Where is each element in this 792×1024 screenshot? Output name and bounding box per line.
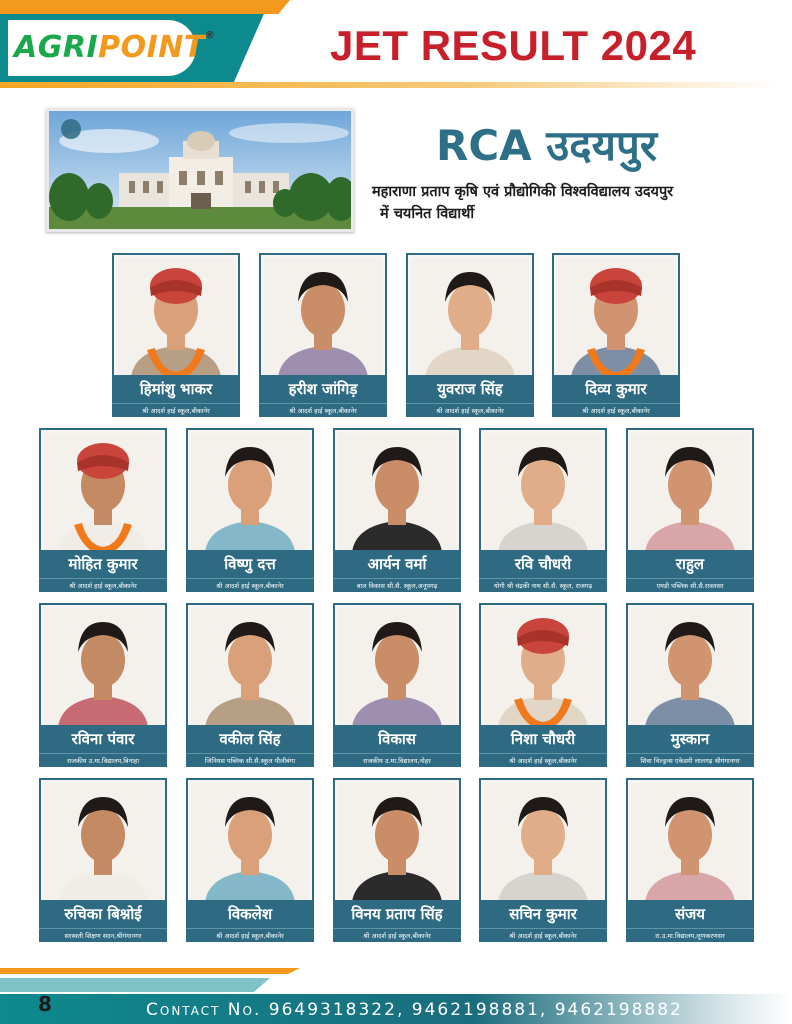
student-photo-frame xyxy=(259,253,387,377)
student-name: निशा चौधरी xyxy=(479,725,607,753)
student-name: दिव्य कुमार xyxy=(552,375,680,403)
student-name: हिमांशु भाकर xyxy=(112,375,240,403)
student-card xyxy=(39,778,167,942)
student-photo xyxy=(117,258,235,377)
student-photo-frame xyxy=(626,428,754,552)
student-name: विनय प्रताप सिंह xyxy=(333,900,461,928)
student-photo xyxy=(338,433,456,552)
student-photo xyxy=(557,258,675,377)
logo-text-suffix: POINT xyxy=(98,30,205,65)
contact-info xyxy=(146,1000,683,1020)
student-name: युवराज सिंह xyxy=(406,375,534,403)
student-photo-frame xyxy=(186,603,314,727)
contact-numbers: 9649318322, 9462198881, 9462198882 xyxy=(268,1000,683,1020)
student-name: विष्णु दत्त xyxy=(186,550,314,578)
student-photo xyxy=(191,433,309,552)
student-school: श्री आदर्श हाई स्कूल,बीकानेर xyxy=(479,753,607,767)
student-photo-frame xyxy=(626,778,754,902)
student-card xyxy=(333,778,461,942)
student-photo-frame xyxy=(479,428,607,552)
student-card xyxy=(479,428,607,592)
student-photo xyxy=(631,433,749,552)
student-photo-frame xyxy=(112,253,240,377)
student-photo xyxy=(44,783,162,902)
contact-label: Contact No. xyxy=(146,1000,262,1020)
student-card xyxy=(39,428,167,592)
student-photo-frame xyxy=(39,778,167,902)
student-card xyxy=(479,778,607,942)
student-card xyxy=(406,253,534,417)
student-photo xyxy=(631,608,749,727)
institute-title: RCA उदयपुर xyxy=(436,121,658,170)
student-photo-frame xyxy=(406,253,534,377)
student-school: श्री आदर्श हाई स्कूल,बीकानेर xyxy=(259,403,387,417)
student-school: श्री आदर्श हाई स्कूल,बीकानेर xyxy=(112,403,240,417)
institute-subtitle-line1: महाराणा प्रताप कृषि एवं प्रौद्योगिकी विश्वविद्यालय उदयपुर xyxy=(372,184,674,200)
logo-text-prefix: AGRI xyxy=(14,30,99,65)
student-card xyxy=(186,428,314,592)
header-orange-stripe xyxy=(0,0,290,14)
student-school: बाल विकास सी.सै. स्कूल,अनूपगढ़ xyxy=(333,578,461,592)
institute-subtitle-line2: में चयनित विद्यार्थी xyxy=(380,206,475,222)
student-card xyxy=(479,603,607,767)
student-school: रा.उ.मा.विद्यालय,लूणकरणसर xyxy=(626,928,754,942)
student-photo-frame xyxy=(479,778,607,902)
student-school: श्री आदर्श हाई स्कूल,बीकानेर xyxy=(552,403,680,417)
student-photo xyxy=(191,608,309,727)
student-photo-frame xyxy=(333,428,461,552)
student-name: वकील सिंह xyxy=(186,725,314,753)
student-photo xyxy=(484,608,602,727)
student-photo-frame xyxy=(333,603,461,727)
student-photo xyxy=(411,258,529,377)
student-card xyxy=(186,778,314,942)
student-photo-frame xyxy=(186,428,314,552)
student-photo-frame xyxy=(333,778,461,902)
student-name: सचिन कुमार xyxy=(479,900,607,928)
student-photo xyxy=(484,783,602,902)
student-name: हरीश जांगिड़ xyxy=(259,375,387,403)
page-number: 8 xyxy=(38,992,52,1016)
student-school: श्री आदर्श हाई स्कूल,बीकानेर xyxy=(186,578,314,592)
student-card xyxy=(259,253,387,417)
student-card xyxy=(186,603,314,767)
student-name: संजय xyxy=(626,900,754,928)
student-school: एमडी पब्लिक सी.सै.रावतसर xyxy=(626,578,754,592)
student-card xyxy=(626,428,754,592)
student-photo xyxy=(631,783,749,902)
student-school: श्री आदर्श हाई स्कूल,बीकानेर xyxy=(479,928,607,942)
student-photo xyxy=(338,783,456,902)
footer-orange-stripe xyxy=(0,968,300,974)
logo-trademark: ® xyxy=(204,30,216,41)
student-card xyxy=(112,253,240,417)
student-school: शिवा चिल्ड्रन्स एकेडमी लालगढ़ श्रीगंगानगर xyxy=(626,753,754,767)
header-divider-stripe xyxy=(0,82,780,88)
student-name: राहुल xyxy=(626,550,754,578)
student-school: श्री आदर्श हाई स्कूल,बीकानेर xyxy=(333,928,461,942)
student-photo xyxy=(44,433,162,552)
student-school: सरस्वती शिक्षण सदन,श्रीगंगानगर xyxy=(39,928,167,942)
student-name: रवि चौधरी xyxy=(479,550,607,578)
student-school: जिनियस पब्लिक सी.सै.स्कूल पीलीबंगा xyxy=(186,753,314,767)
student-photo-frame xyxy=(479,603,607,727)
student-card xyxy=(552,253,680,417)
agripoint-logo xyxy=(14,30,215,65)
student-photo xyxy=(44,608,162,727)
student-school: योगी श्री चंद्रकी नाथ सी.सै. स्कूल, राजगढ़ xyxy=(479,578,607,592)
student-card xyxy=(626,603,754,767)
student-photo xyxy=(484,433,602,552)
student-card xyxy=(626,778,754,942)
student-school: राजकीय उ.मा.विद्यालय,नोहर xyxy=(333,753,461,767)
page-title: JET RESULT 2024 xyxy=(330,22,697,69)
student-school: श्री आदर्श हाई स्कूल,बीकानेर xyxy=(39,578,167,592)
footer-teal-stripe xyxy=(0,978,270,992)
student-photo xyxy=(338,608,456,727)
campus-photo xyxy=(46,108,354,232)
student-name: मुस्कान xyxy=(626,725,754,753)
student-name: विकलेश xyxy=(186,900,314,928)
student-card xyxy=(39,603,167,767)
student-name: मोहित कुमार xyxy=(39,550,167,578)
student-photo-frame xyxy=(552,253,680,377)
student-school: श्री आदर्श हाई स्कूल,बीकानेर xyxy=(406,403,534,417)
student-photo xyxy=(191,783,309,902)
student-photo-frame xyxy=(626,603,754,727)
student-name: रविना पंवार xyxy=(39,725,167,753)
student-card xyxy=(333,428,461,592)
student-photo xyxy=(264,258,382,377)
student-photo-frame xyxy=(186,778,314,902)
student-name: विकास xyxy=(333,725,461,753)
student-name: रुचिका बिश्नोई xyxy=(39,900,167,928)
student-card xyxy=(333,603,461,767)
student-photo-frame xyxy=(39,603,167,727)
student-name: आर्यन वर्मा xyxy=(333,550,461,578)
student-photo-frame xyxy=(39,428,167,552)
student-school: श्री आदर्श हाई स्कूल,बीकानेर xyxy=(186,928,314,942)
student-school: राजकीय उ.मा.विद्यालय,बिनाहा xyxy=(39,753,167,767)
